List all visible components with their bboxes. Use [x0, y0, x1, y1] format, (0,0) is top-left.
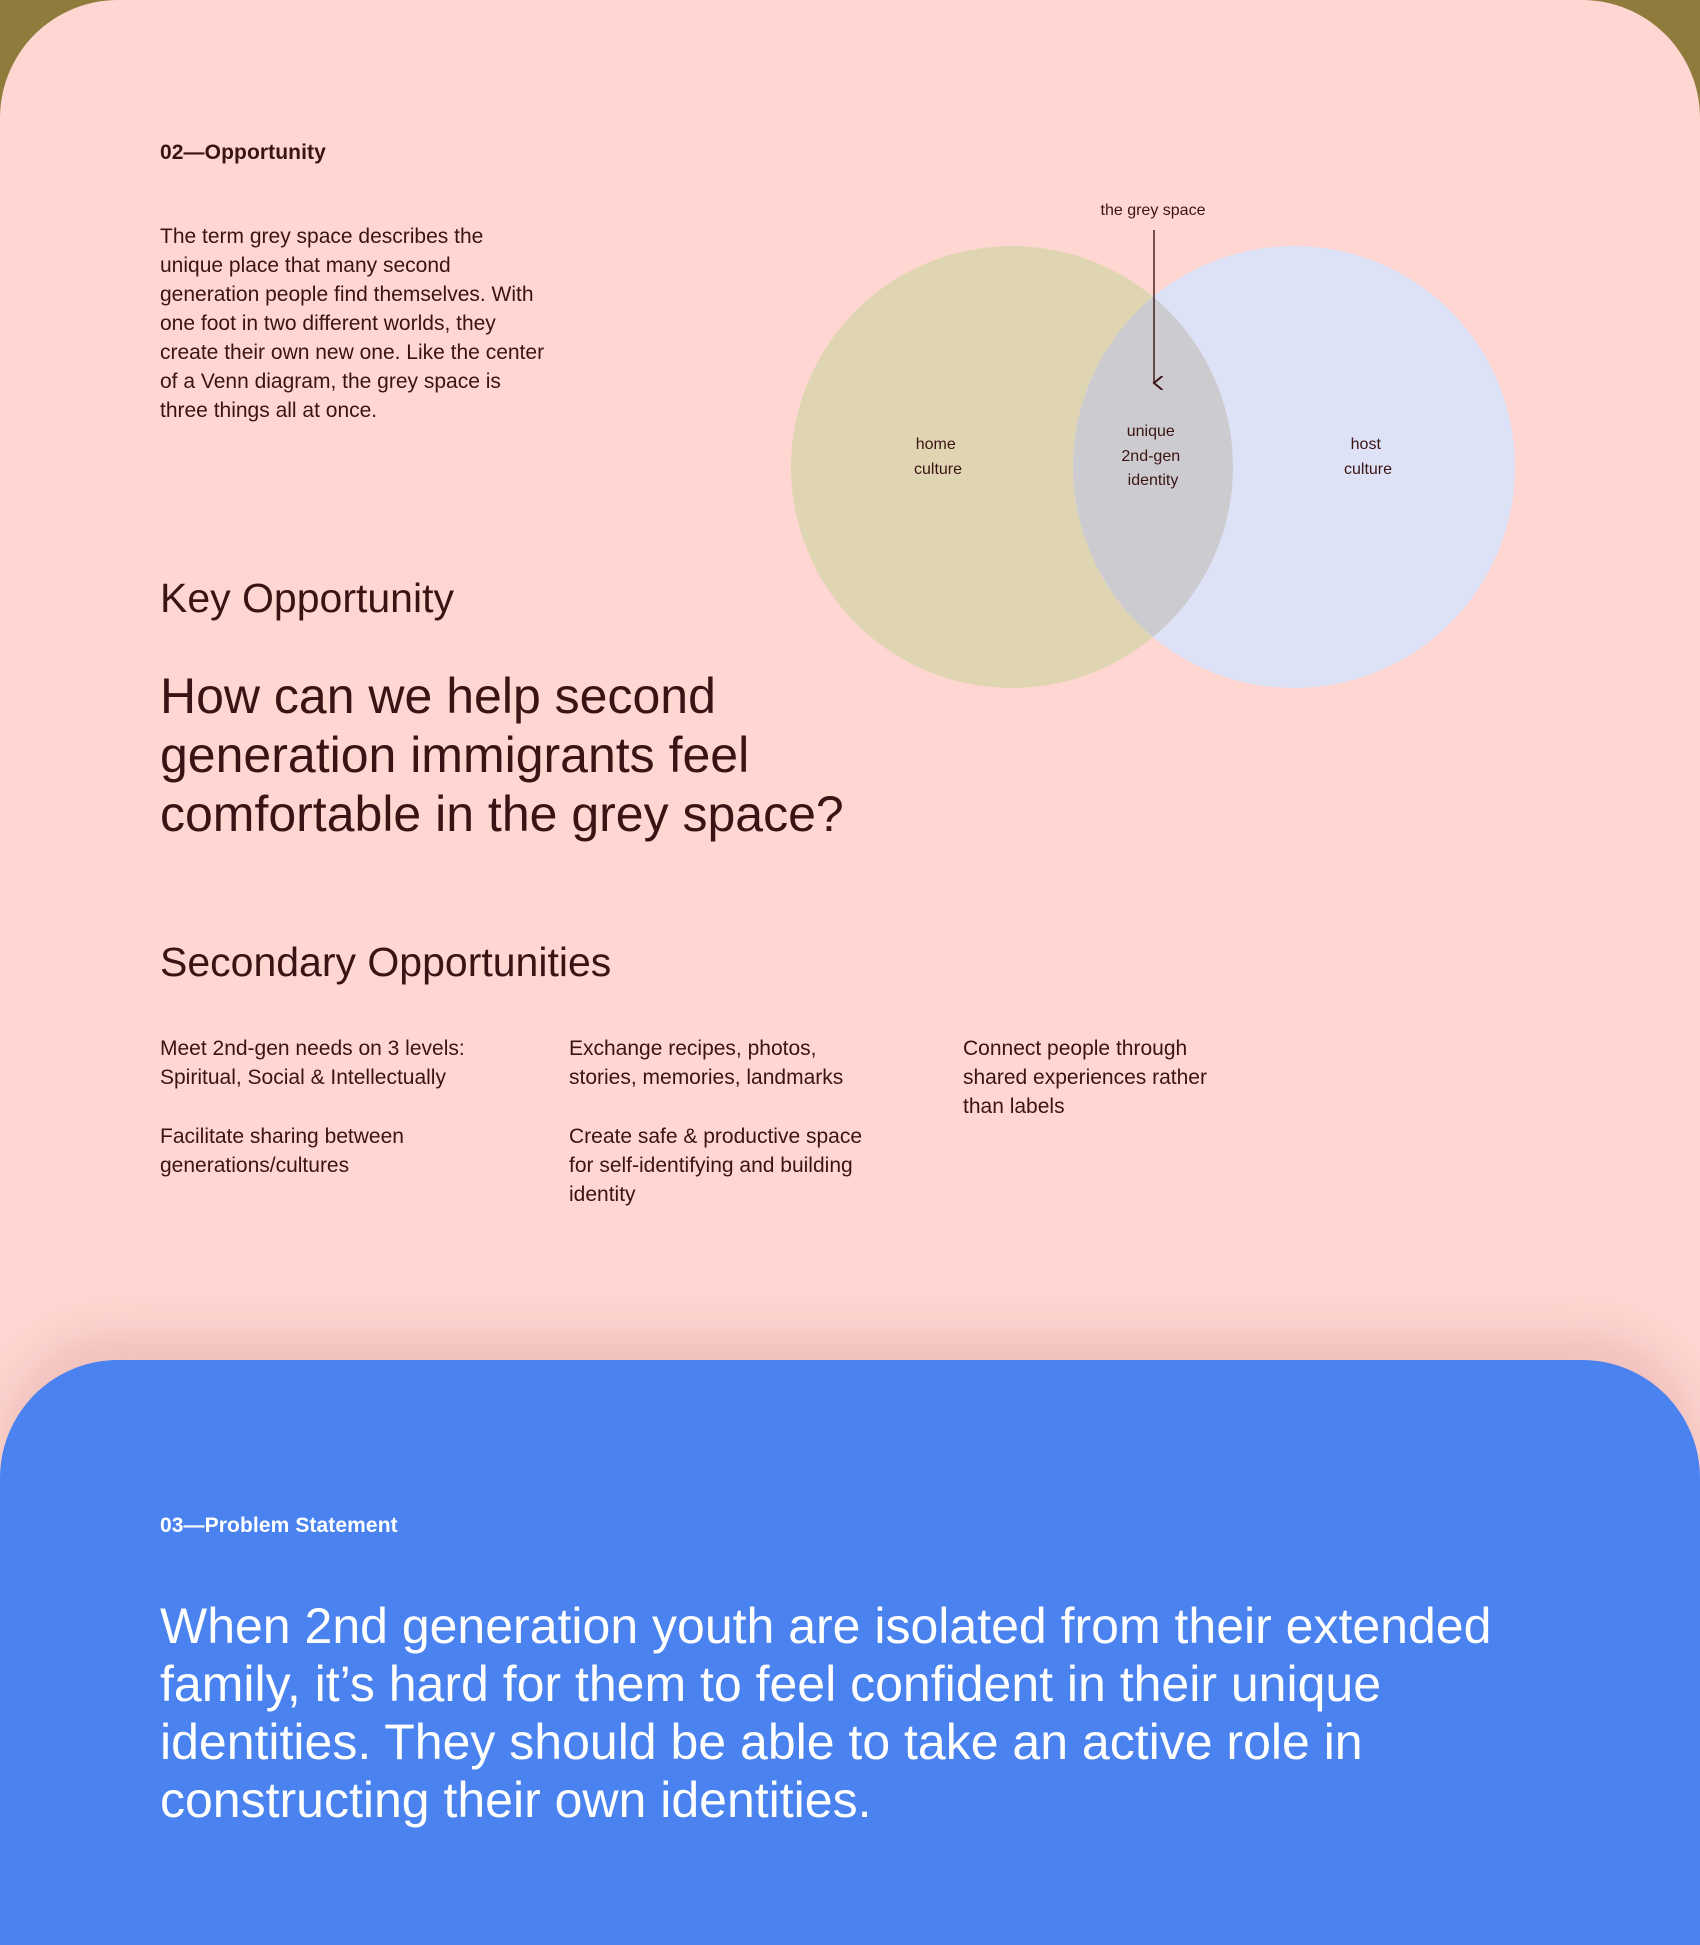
key-opportunity-question: How can we help second generation immigrants feel comfortable in the grey space? — [160, 668, 844, 842]
opportunity-eyebrow: 02—Opportunity — [160, 141, 326, 164]
secondary-opportunity-item: Facilitate sharing between generations/cultures — [160, 1125, 404, 1177]
key-opportunity-heading: Key Opportunity — [160, 575, 454, 621]
problem-statement-section — [0, 1360, 1700, 1945]
secondary-opportunity-item: Connect people through shared experiences rather than labels — [963, 1037, 1207, 1118]
venn-host-culture-label: host culture — [1343, 436, 1393, 478]
venn-pointer-label: the grey space — [1100, 202, 1206, 219]
venn-home-culture-label: home culture — [913, 436, 963, 478]
secondary-opportunities-heading: Secondary Opportunities — [160, 939, 612, 985]
secondary-opportunity-item: Meet 2nd-gen needs on 3 levels: Spiritual, Social & Intellectually — [160, 1037, 465, 1089]
secondary-opportunity-item: Create safe & productive space for self-identifying and building identity — [569, 1125, 862, 1206]
intro-paragraph: The term grey space describes the unique place that many second generation people find themselves. With one foot in two different worlds, they create their own new one. Like the center of a Venn diagram, the grey space is three things all at once. — [160, 225, 545, 422]
venn-unique-identity-label: unique 2nd-gen identity — [1121, 423, 1181, 489]
problem-statement-text: When 2nd generation youth are isolated from their extended family, it’s hard for them to feel confident in their unique identities. They should be able to take an active role in constructing their own identities. — [160, 1598, 1492, 1828]
secondary-opportunity-item: Exchange recipes, photos, stories, memories, landmarks — [569, 1037, 844, 1089]
problem-eyebrow: 03—Problem Statement — [160, 1514, 398, 1537]
